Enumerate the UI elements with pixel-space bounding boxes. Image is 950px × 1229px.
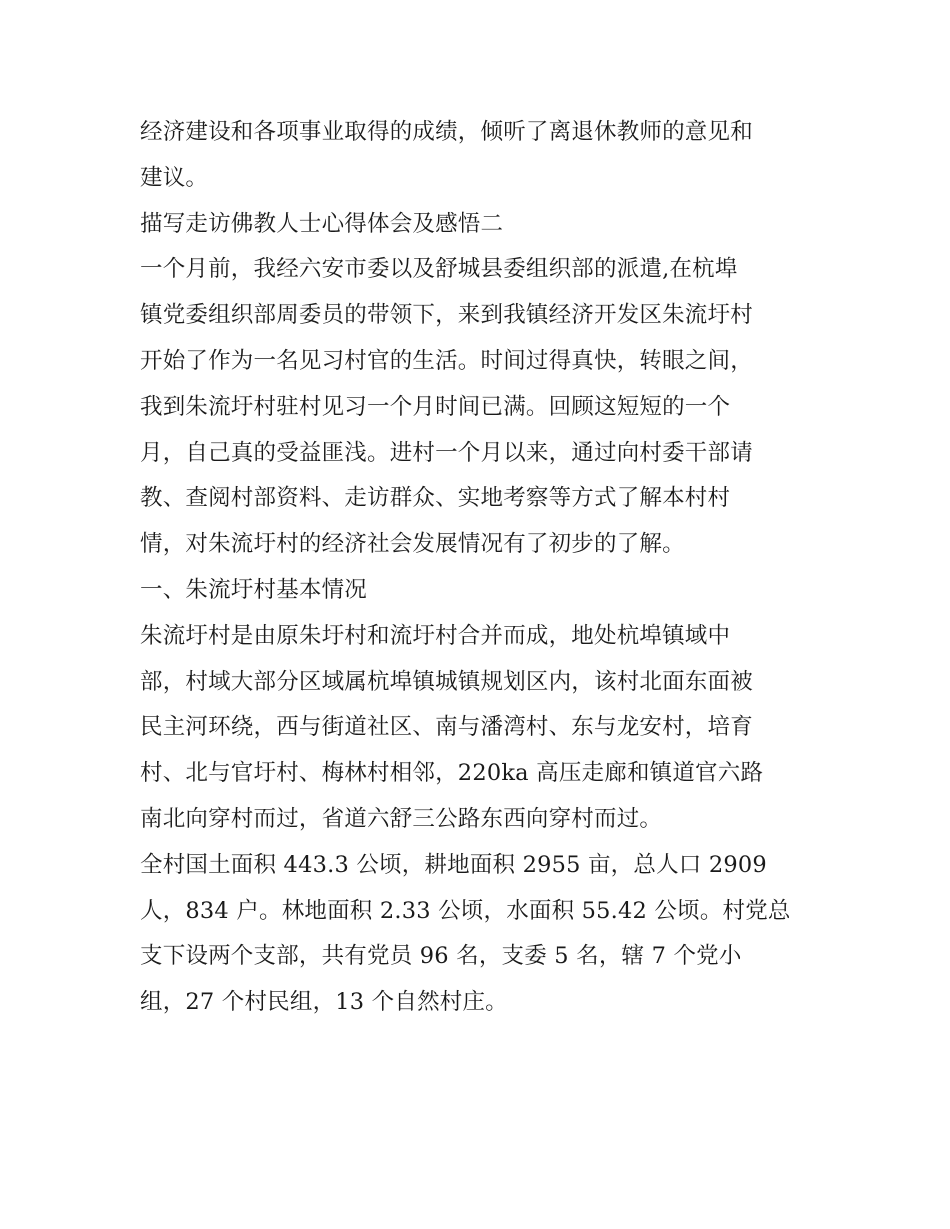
text-line: 部，村域大部分区域属杭埠镇城镇规划区内，该村北面东面被 [140,668,753,695]
text-line: 我到朱流圩村驻村见习一个月时间已满。回顾这短短的一个 [140,393,731,420]
text-line: 民主河环绕，西与街道社区、南与潘湾村、东与龙安村，培育 [140,714,753,741]
text-line: 南北向穿村而过，省道六舒三公路东西向穿村而过。 [140,805,663,832]
section-heading: 描写走访佛教人士心得体会及感悟二 [140,210,504,237]
text-line: 开始了作为一名见习村官的生活。时间过得真快，转眼之间， [140,347,753,374]
text-line: 镇党委组织部周委员的带领下，来到我镇经济开发区朱流圩村 [140,302,753,329]
subsection-heading: 一、朱流圩村基本情况 [140,576,368,603]
text-line: 支下设两个支部，共有党员 96 名，支委 5 名，辖 7 个党小 [140,943,742,970]
text-line: 月，自己真的受益匪浅。进村一个月以来，通过向村委干部请 [140,439,753,466]
text-line: 村、北与官圩村、梅林村相邻，220ka 高压走廊和镇道官六路 [140,760,764,787]
text-line: 建议。 [140,164,209,191]
text-line: 情，对朱流圩村的经济社会发展情况有了初步的了解。 [140,531,685,558]
text-line: 全村国土面积 443.3 公顷，耕地面积 2955 亩，总人口 2909 [140,851,767,878]
text-line: 人，834 户。林地面积 2.33 公顷，水面积 55.42 公顷。村党总 [140,897,791,924]
text-line: 经济建设和各项事业取得的成绩，倾听了离退休教师的意见和 [140,119,753,145]
document-body [140,110,820,1026]
text-line: 朱流圩村是由原朱圩村和流圩村合并而成，地处杭埠镇域中 [140,622,731,649]
text-line: 一个月前，我经六安市委以及舒城县委组织部的派遣,在杭埠 [140,256,738,283]
text-line: 组，27 个村民组，13 个自然村庄。 [140,989,508,1016]
text-line: 教、查阅村部资料、走访群众、实地考察等方式了解本村村 [140,485,731,512]
